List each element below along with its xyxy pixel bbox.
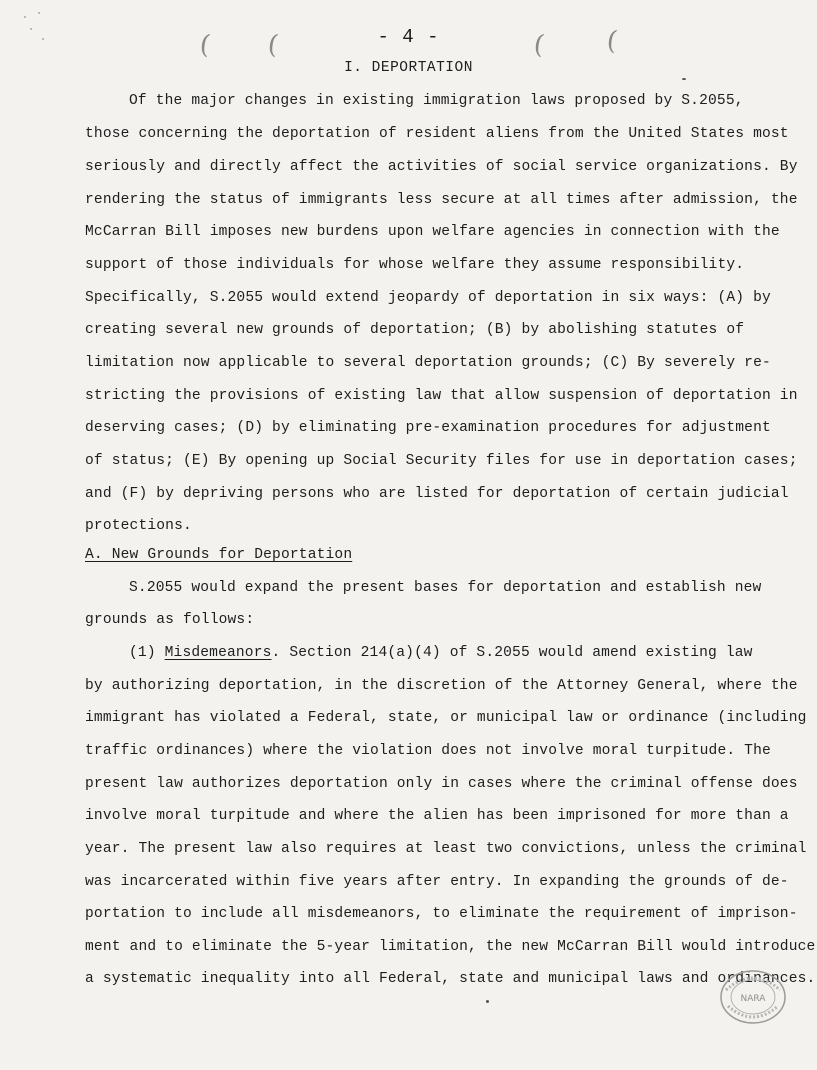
body-line: and (F) by depriving persons who are listed for deportation of certain judicial — [85, 486, 789, 502]
page-number: - 4 - — [377, 26, 440, 48]
body-line: ment and to eliminate the 5-year limitation, the new McCarran Bill would introduce — [85, 939, 816, 955]
body-line: by authorizing deportation, in the discretion of the Attorney General, where the — [85, 678, 798, 694]
margin-mark: ( — [604, 25, 620, 57]
body-line: Of the major changes in existing immigration laws proposed by S.2055, — [129, 93, 744, 109]
body-line: was incarcerated within five years after entry. In expanding the grounds of de- — [85, 874, 789, 890]
misdemeanors-lead: Misdemeanors — [164, 645, 272, 661]
body-line: rendering the status of immigrants less secure at all times after admission, the — [85, 192, 798, 208]
body-line: year. The present law also requires at least two convictions, unless the criminal — [85, 841, 807, 857]
paper-speck — [486, 1000, 489, 1003]
body-line: stricting the provisions of existing law that allow suspension of deportation in — [85, 388, 798, 404]
library-seal-icon — [718, 968, 788, 1026]
margin-mark: ( — [197, 29, 213, 61]
svg-text:NARA: NARA — [740, 994, 766, 1004]
body-line: a systematic inequality into all Federal, state and municipal laws and ordinances. — [85, 971, 816, 987]
body-line: involve moral turpitude and where the alien has been imprisoned for more than a — [85, 808, 789, 824]
body-line: limitation now applicable to several deportation grounds; (C) By severely re- — [85, 355, 771, 371]
margin-mark: ( — [265, 29, 281, 61]
body-line: (1) Misdemeanors. Section 214(a)(4) of S.2055 would amend existing law — [129, 645, 753, 661]
body-line: deserving cases; (D) by eliminating pre-examination procedures for adjustment — [85, 420, 771, 436]
body-line: traffic ordinances) where the violation does not involve moral turpitude. The — [85, 743, 771, 759]
body-line: immigrant has violated a Federal, state, or municipal law or ordinance (including — [85, 710, 807, 726]
body-line: seriously and directly affect the activities of social service organizations. By — [85, 159, 798, 175]
margin-mark: ( — [531, 29, 547, 61]
body-line: present law authorizes deportation only in cases where the criminal offense does — [85, 776, 798, 792]
body-line: protections. — [85, 518, 192, 534]
body-line: those concerning the deportation of resident aliens from the United States most — [85, 126, 789, 142]
subsection-heading: A. New Grounds for Deportation — [85, 547, 353, 563]
body-line: portation to include all misdemeanors, to eliminate the requirement of imprison- — [85, 906, 798, 922]
body-line: creating several new grounds of deportation; (B) by abolishing statutes of — [85, 322, 745, 338]
paper-speck — [682, 78, 686, 80]
library-stamp — [718, 968, 788, 1026]
body-line: grounds as follows: — [85, 612, 255, 628]
body-line: McCarran Bill imposes new burdens upon welfare agencies in connection with the — [85, 224, 780, 240]
body-line: S.2055 would expand the present bases for deportation and establish new — [129, 580, 762, 596]
section-heading: I. DEPORTATION — [344, 60, 473, 76]
body-line: of status; (E) By opening up Social Security files for use in deportation cases; — [85, 453, 798, 469]
body-line: Specifically, S.2055 would extend jeopardy of deportation in six ways: (A) by — [85, 290, 771, 306]
body-line: support of those individuals for whose welfare they assume responsibility. — [85, 257, 745, 273]
